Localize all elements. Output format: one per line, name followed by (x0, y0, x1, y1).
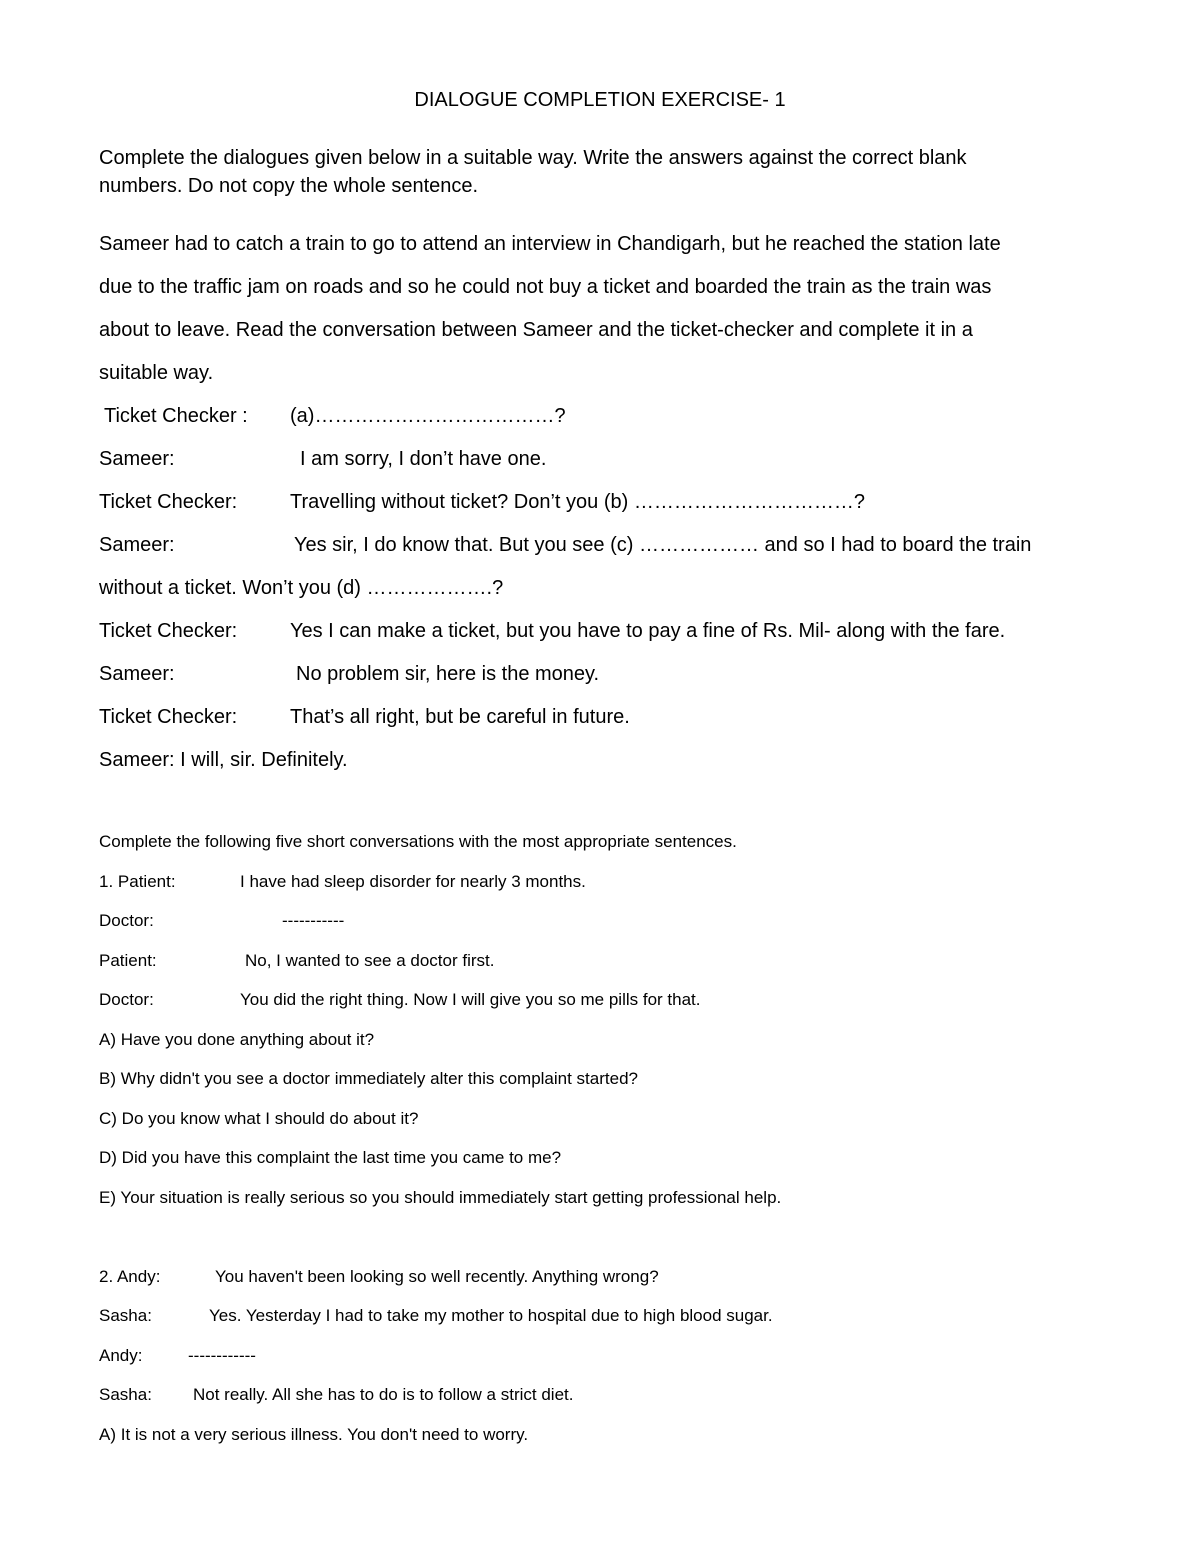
instructions-line-2: numbers. Do not copy the whole sentence. (99, 175, 479, 197)
answer-option-d: D) Did you have this complaint the last time you came to me? (99, 1148, 562, 1167)
dialogue-line: You haven't been looking so well recently. Anything wrong? (215, 1267, 659, 1286)
dialogue-speaker: Sasha: (99, 1306, 152, 1325)
dialogue-speaker: Ticket Checker: (99, 706, 238, 728)
dialogue-speaker: Doctor: (99, 990, 154, 1009)
answer-option-a: A) It is not a very serious illness. You don't need to worry. (99, 1425, 529, 1444)
dialogue-line: (a)………………………………? (290, 405, 566, 427)
dialogue-line: Travelling without ticket? Don’t you (b) ……………………………? (290, 491, 865, 513)
dialogue-speaker: Sameer: (99, 448, 175, 470)
dialogue-line: Yes sir, I do know that. But you see (c) ……………… and so I had to board the train (294, 534, 1032, 556)
dialogue-speaker: Ticket Checker : (104, 405, 248, 427)
dialogue-speaker: Doctor: (99, 911, 154, 930)
dialogue-speaker: Sameer: (99, 534, 175, 556)
answer-option-b: B) Why didn't you see a doctor immediately alter this complaint started? (99, 1069, 638, 1088)
answer-option-c: C) Do you know what I should do about it? (99, 1109, 419, 1128)
dialogue-speaker: Patient: (99, 951, 157, 970)
dialogue-speaker: Ticket Checker: (99, 620, 238, 642)
passage-line-3: about to leave. Read the conversation between Sameer and the ticket-checker and complete it in a (99, 319, 973, 341)
passage-line-4: suitable way. (99, 362, 214, 384)
dialogue-line: Not really. All she has to do is to follow a strict diet. (193, 1385, 574, 1404)
dialogue-line: I have had sleep disorder for nearly 3 months. (240, 872, 586, 891)
instructions-line-1: Complete the dialogues given below in a suitable way. Write the answers against the correct blank (99, 147, 967, 169)
page-title: DIALOGUE COMPLETION EXERCISE- 1 (414, 89, 786, 111)
dialogue-line-continued: without a ticket. Won’t you (d) ……………….? (99, 577, 504, 599)
passage-line-2: due to the traffic jam on roads and so he could not buy a ticket and boarded the train as the train was (99, 276, 992, 298)
dialogue-line: No problem sir, here is the money. (296, 663, 600, 685)
dialogue-line: No, I wanted to see a doctor first. (245, 951, 495, 970)
passage-line-1: Sameer had to catch a train to go to attend an interview in Chandigarh, but he reached the station late (99, 233, 1001, 255)
dialogue-speaker: Andy: (99, 1346, 143, 1365)
dialogue-line: I am sorry, I don’t have one. (300, 448, 547, 470)
dialogue-speaker: Ticket Checker: (99, 491, 238, 513)
answer-option-e: E) Your situation is really serious so you should immediately start getting professional help. (99, 1188, 782, 1207)
dialogue-speaker: 2. Andy: (99, 1267, 161, 1286)
dialogue-blank: ----------- (282, 911, 345, 930)
dialogue-blank: ------------ (188, 1346, 256, 1365)
dialogue-line: Yes. Yesterday I had to take my mother to hospital due to high blood sugar. (209, 1306, 773, 1325)
section-2-intro: Complete the following five short conversations with the most appropriate sentences. (99, 832, 737, 851)
dialogue-line: That’s all right, but be careful in future. (290, 706, 630, 728)
answer-option-a: A) Have you done anything about it? (99, 1030, 375, 1049)
dialogue-speaker: Sasha: (99, 1385, 152, 1404)
dialogue-line: Yes I can make a ticket, but you have to pay a fine of Rs. Mil- along with the fare. (290, 620, 1006, 642)
dialogue-speaker: Sameer: (99, 663, 175, 685)
dialogue-line: You did the right thing. Now I will give you so me pills for that. (240, 990, 701, 1009)
dialogue-speaker: 1. Patient: (99, 872, 176, 891)
dialogue-line-final: Sameer: I will, sir. Definitely. (99, 749, 348, 771)
